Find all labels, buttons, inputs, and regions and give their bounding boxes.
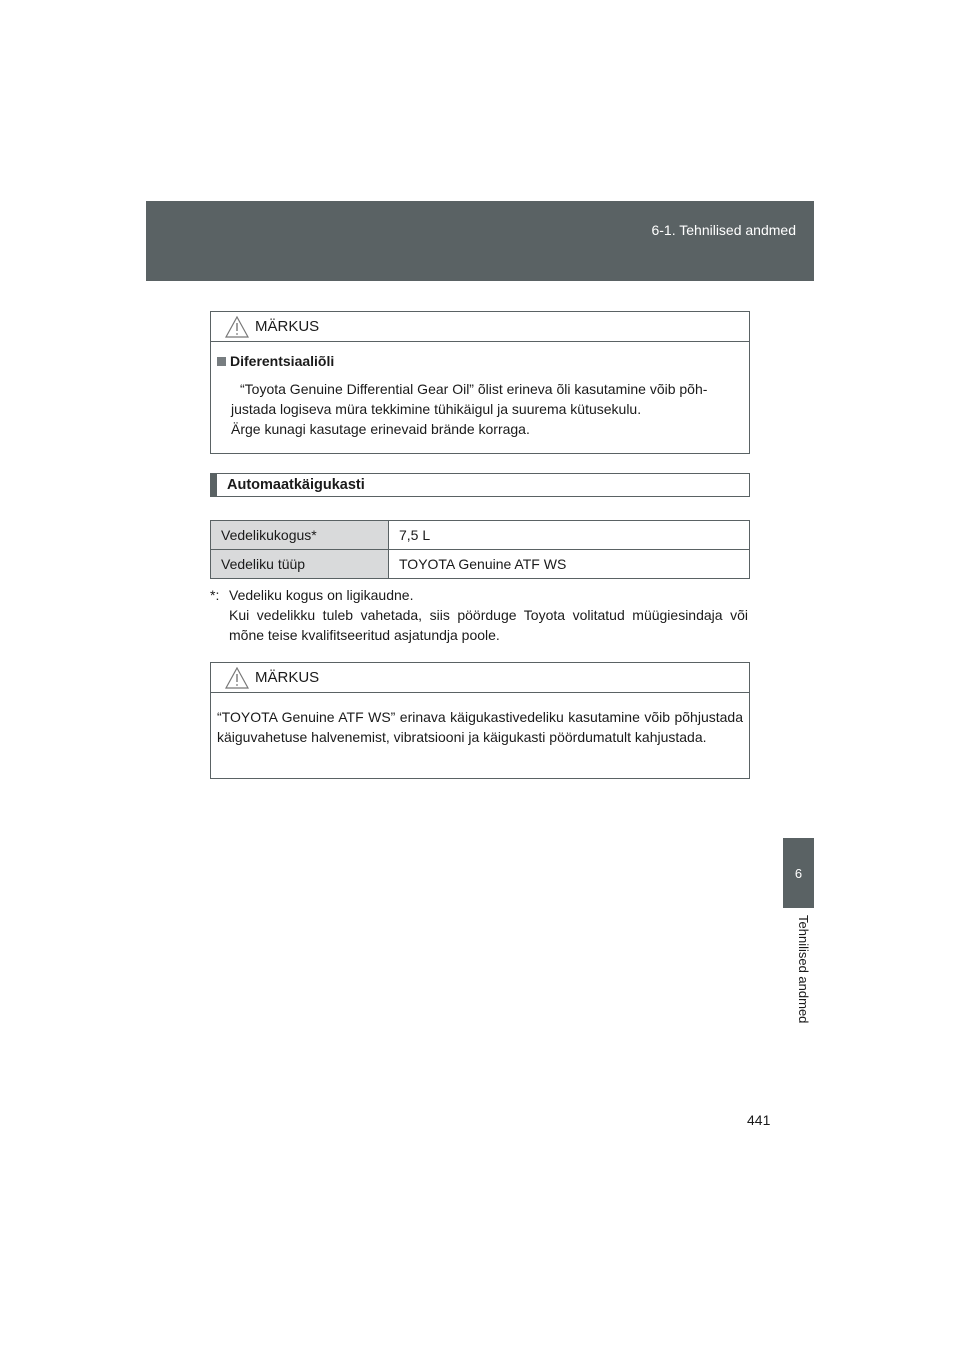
notice-text (217, 379, 743, 439)
notice-header (211, 663, 749, 693)
spec-value: TOYOTA Genuine ATF WS (389, 550, 750, 579)
footnote-mark: *: (210, 587, 220, 603)
section-heading-text: Automaatkäigukasti (227, 477, 365, 493)
side-tab-chapter-number: 6 (783, 838, 814, 908)
footnote (210, 585, 748, 645)
spec-value: 7,5 L (389, 521, 750, 550)
spec-key: Vedelikukogus* (211, 521, 389, 550)
square-bullet-icon (217, 357, 226, 366)
notice-line-1: “Toyota Genuine Differential Gear Oil” õlist erineva õli kasutamine võib põh- (240, 381, 708, 397)
notice-text: “TOYOTA Genuine ATF WS” erinava käigukastivedeliku kasutamine võib põhjustada käiguvahetuse halvenemist, vibratsiooni ja käigukasti pöördumatult kahjustada. (217, 709, 743, 745)
section-heading-bar (211, 474, 217, 496)
notice-line-3: Ärge kunagi kasutage erinevaid brände korraga. (231, 421, 530, 437)
spec-table (210, 520, 750, 579)
notice-atf (210, 662, 750, 779)
header-band (146, 201, 814, 281)
notice-header (211, 312, 749, 342)
notice-differential-oil (210, 311, 750, 454)
notice-title: MÄRKUS (255, 318, 320, 335)
notice-body (211, 342, 749, 449)
table-row (211, 550, 750, 579)
footnote-line-2: Kui vedelikku tuleb vahetada, siis pöörduge Toyota volitatud müügiesindaja või mõne teise kvalifitseeritud asjatundja poole. (229, 607, 748, 643)
warning-triangle-icon (225, 667, 249, 689)
notice-title: MÄRKUS (255, 669, 320, 686)
notice-subheading (217, 351, 743, 371)
notice-subheading-text: Diferentsiaaliõli (230, 353, 335, 369)
page-number: 441 (747, 1112, 771, 1128)
footnote-text (210, 585, 748, 645)
section-heading (210, 473, 750, 497)
header-section-title: 6-1. Tehnilised andmed (651, 222, 796, 238)
table-row (211, 521, 750, 550)
spec-key: Vedeliku tüüp (211, 550, 389, 579)
warning-triangle-icon (225, 316, 249, 338)
side-tab-chapter-label: Tehnilised andmed (796, 915, 811, 1024)
notice-line-2: justada logiseva müra tekkimine tühikäigul ja suurema kütusekulu. (231, 401, 642, 417)
footnote-line-1: Vedeliku kogus on ligikaudne. (229, 587, 414, 603)
